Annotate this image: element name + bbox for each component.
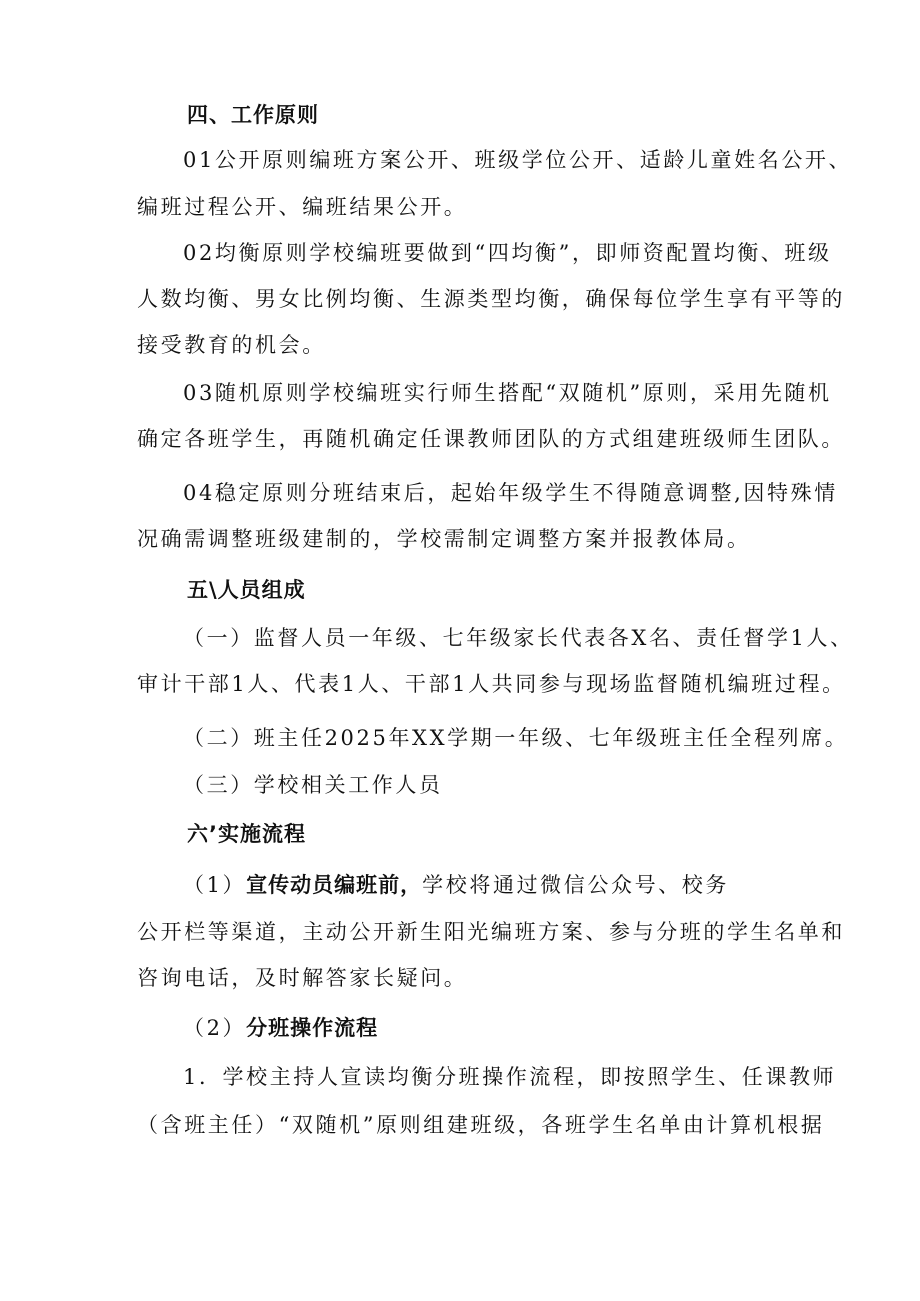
subheading-prefix: （2） xyxy=(183,1016,247,1040)
paragraph-stable-principle-line-2: 况确需调整班级建制的，学校需制定调整方案并报教体局。 xyxy=(137,527,751,551)
subheading-class-division-process xyxy=(183,1014,378,1042)
paragraph-random-principle-line-2: 确定各班学生，再随机确定任课教师团队的方式组建班级师生团队。 xyxy=(137,427,845,451)
section-heading-staff: 五\人员组成 xyxy=(187,578,306,602)
paragraph-balance-principle-line-1: 02均衡原则学校编班要做到“四均衡”，即师资配置均衡、班级 xyxy=(183,241,832,265)
publicity-bold-label: 宣传动员编班前， xyxy=(246,873,423,897)
paragraph-open-principle-line-2: 编班过程公开、编班结果公开。 xyxy=(137,195,468,219)
paragraph-head-teachers: （二）班主任2025年XX学期一年级、七年级班主任全程列席。 xyxy=(183,726,849,750)
subheading-bold-label: 分班操作流程 xyxy=(246,1016,379,1040)
paragraph-open-principle-line-1: 01公开原则编班方案公开、班级学位公开、适龄儿童姓名公开、 xyxy=(183,148,853,172)
paragraph-stable-principle-line-1: 04稳定原则分班结束后，起始年级学生不得随意调整,因特殊情 xyxy=(183,481,838,505)
paragraph-random-principle-line-1: 03随机原则学校编班实行师生搭配“双随机”原则，采用先随机 xyxy=(183,381,832,405)
paragraph-supervisors-line-2: 审计干部1人、代表1人、干部1人共同参与现场监督随机编班过程。 xyxy=(137,672,846,696)
paragraph-step-1-line-2: （含班主任）“双随机”原则组建班级，各班学生名单由计算机根据 xyxy=(137,1113,825,1137)
section-heading-implementation: 六’实施流程 xyxy=(187,822,306,846)
publicity-rest: 学校将通过微信公众号、校务 xyxy=(422,873,729,897)
section-heading-work-principles: 四、工作原则 xyxy=(187,103,319,127)
paragraph-school-staff: （三）学校相关工作人员 xyxy=(183,773,443,797)
paragraph-balance-principle-line-3: 接受教育的机会。 xyxy=(137,333,326,357)
paragraph-supervisors-line-1: （一）监督人员一年级、七年级家长代表各X名、责任督学1人、 xyxy=(183,626,854,650)
paragraph-publicity-line-2: 公开栏等渠道，主动公开新生阳光编班方案、参与分班的学生名单和 xyxy=(137,920,845,944)
paragraph-publicity-line-1 xyxy=(183,871,729,899)
paragraph-publicity-line-3: 咨询电话，及时解答家长疑问。 xyxy=(137,966,468,990)
publicity-prefix: （1） xyxy=(183,873,247,897)
paragraph-balance-principle-line-2: 人数均衡、男女比例均衡、生源类型均衡，确保每位学生享有平等的 xyxy=(137,287,845,311)
paragraph-step-1-line-1: 1．学校主持人宣读均衡分班操作流程，即按照学生、任课教师 xyxy=(183,1065,837,1089)
